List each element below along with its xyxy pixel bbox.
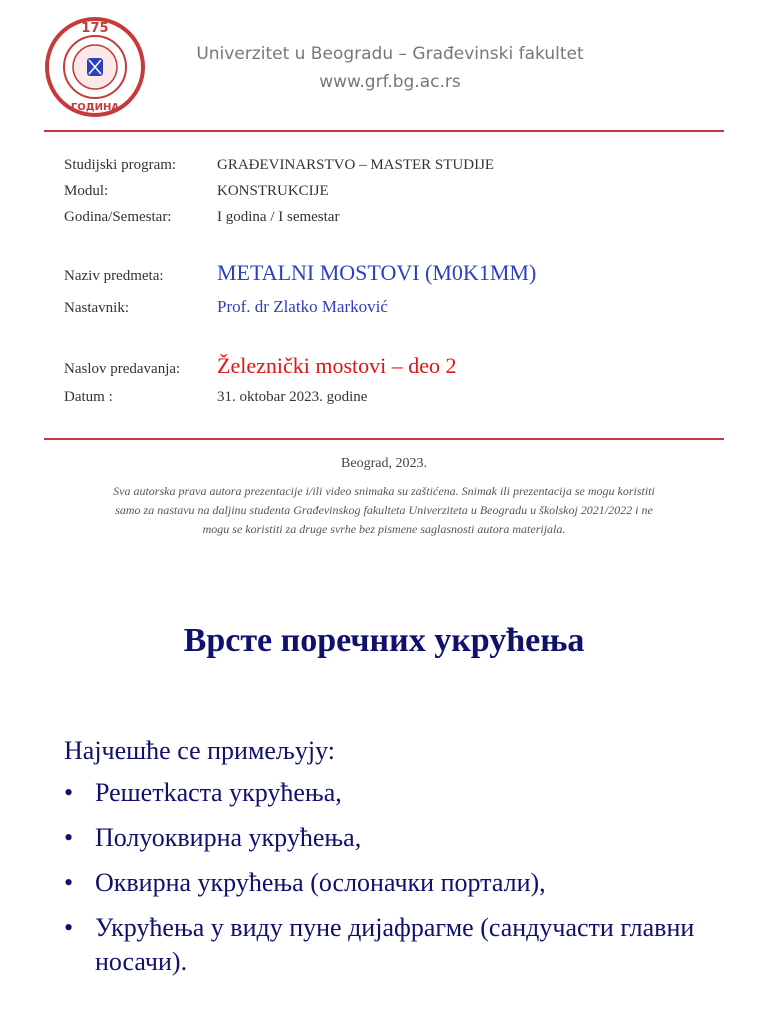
faculty-logo [44,16,146,118]
bullet-text: Укрућења у виду пуне дијафрагме (сандучасти главни носачи). [95,913,695,976]
logo-word: ГОДИНА [70,102,120,113]
bullet-icon: • [64,868,74,897]
notice-line: Sva autorska prava autora prezentacije i/ili video snimaka su zaštićena. Snimak ili prezentacija se mogu koristiti [113,484,655,498]
bullet-list [64,776,724,990]
year-label: Godina/Semestar: [64,209,172,225]
lecture-label: Naslov predavanja: [64,361,181,377]
slide-title: Врсте поречних укрућења [183,622,585,659]
list-item [64,866,724,900]
bullet-text: Полуоквирна укрућења, [95,823,362,852]
bullet-text: Решетkaстa укрућења, [95,778,342,807]
subject-value: METALNI MOSTOVI (M0K1MM) [217,260,537,285]
list-item [64,821,724,855]
module-value: KONSTRUKCIJE [217,183,329,199]
copyright-notice [40,482,728,539]
teacher-value: Prof. dr Zlatko Marković [217,297,388,316]
notice-line: mogu se koristiti za druge svrhe bez pismene saglasnosti autora materijala. [202,522,566,536]
institution-name: Univerzitet u Beogradu – Građevinski fakultet [196,44,584,64]
subject-label: Naziv predmeta: [64,268,164,284]
bullet-icon: • [64,778,74,807]
list-item [64,911,724,979]
date-label: Datum : [64,389,113,405]
program-value: GRAĐEVINARSTVO – MASTER STUDIJE [217,157,495,173]
bullet-text: Оквирна укрућења (ослоначки портали), [95,868,546,897]
year-value: I godina / I semestar [217,209,340,225]
module-label: Modul: [64,183,109,199]
city-year: Beograd, 2023. [341,456,427,471]
logo-number: 175 [81,21,109,36]
list-item [64,776,724,810]
bullet-icon: • [64,913,74,942]
lecture-title: Železnički mostovi – deo 2 [217,353,457,378]
slide-intro: Најчешће се примељују: [64,736,335,765]
teacher-label: Nastavnik: [64,300,129,316]
program-label: Studijski program: [64,157,177,173]
top-divider [44,130,724,132]
institution-website: www.grf.bg.ac.rs [319,72,461,92]
bullet-icon: • [64,823,74,852]
date-value: 31. oktobar 2023. godine [217,389,368,405]
notice-line: samo za nastavu na daljinu studenta Građevinskog fakulteta Univerziteta u Beogradu u školskoj 2021/2022 i ne [115,503,653,517]
bottom-divider [44,438,724,440]
